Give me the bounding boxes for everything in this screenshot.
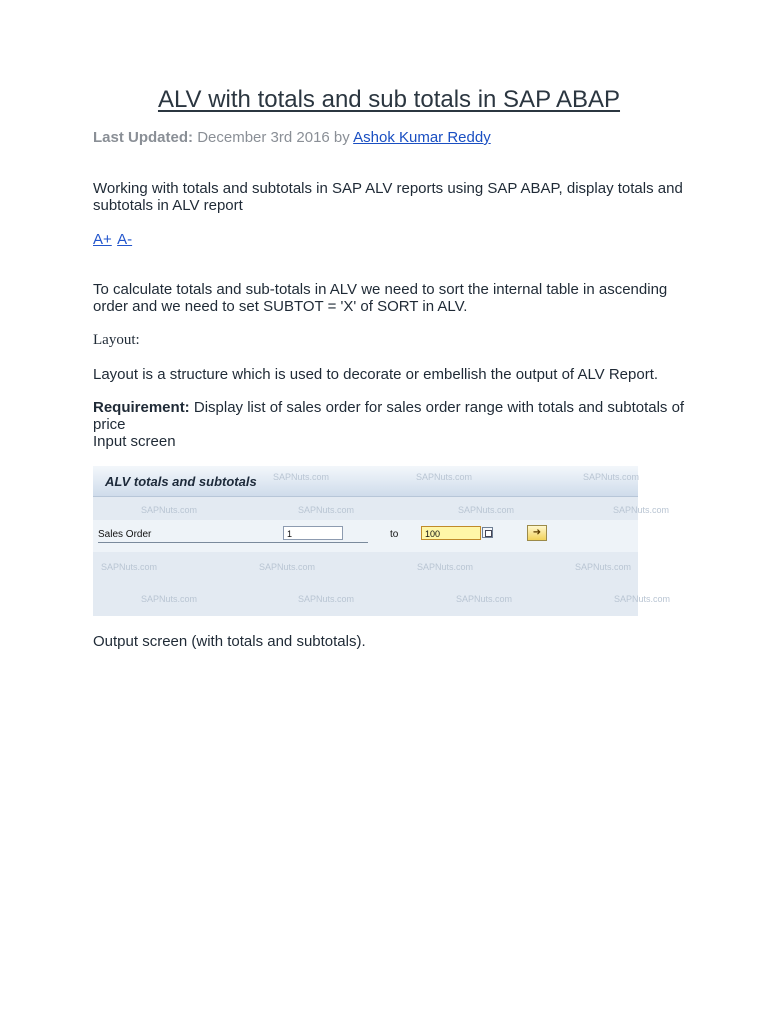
intro-paragraph: Working with totals and subtotals in SAP ALV reports using SAP ABAP, display totals and subtotals in ALV report [93,180,683,214]
sales-order-high-input[interactable]: 100 [421,526,481,540]
sap-screen-title: ALV totals and subtotals [105,474,257,489]
watermark: SAPNuts.com [417,562,474,572]
watermark: SAPNuts.com [141,505,198,515]
watermark: SAPNuts.com [298,505,355,515]
field-underline [98,542,368,543]
execute-arrow-icon[interactable]: ➜ [527,525,547,541]
calc-paragraph: To calculate totals and sub-totals in ALV we need to sort the internal table in ascending order and we need to set SUBTOT = 'X' of SORT in ALV. [93,281,668,315]
requirement-paragraph [93,399,693,450]
watermark: SAPNuts.com [273,472,330,482]
font-size-controls [93,231,693,248]
watermark: SAPNuts.com [456,594,513,604]
requirement-text: Display list of sales order for sales order range with totals and subtotals of price [93,399,685,433]
watermark: SAPNuts.com [583,472,640,482]
sap-selection-row [93,520,638,552]
author-link[interactable]: Ashok Kumar Reddy [353,129,491,146]
font-increase-link[interactable]: A+ [93,231,112,248]
watermark: SAPNuts.com [141,594,198,604]
watermark: SAPNuts.com [613,505,670,515]
watermark: SAPNuts.com [416,472,473,482]
watermark: SAPNuts.com [259,562,316,572]
watermark: SAPNuts.com [458,505,515,515]
to-label: to [390,529,399,540]
multiple-selection-icon[interactable] [482,527,493,538]
article-meta [93,129,491,146]
watermark: SAPNuts.com [575,562,632,572]
output-screen-label: Output screen (with totals and subtotals). [93,633,366,650]
input-screen-label: Input screen [93,433,176,450]
requirement-label: Requirement: [93,399,190,416]
layout-heading: Layout: [93,332,140,348]
layout-paragraph: Layout is a structure which is used to decorate or embellish the output of ALV Report. [93,366,659,383]
sap-selection-screen-image [93,466,671,616]
sap-title-bar [93,466,638,497]
watermark: SAPNuts.com [298,594,355,604]
font-decrease-link[interactable]: A- [117,231,133,248]
page-title: ALV with totals and sub totals in SAP ABAP [157,86,621,113]
sales-order-label: Sales Order [98,529,152,540]
last-updated-label: Last Updated: [93,129,194,146]
last-updated-value: December 3rd 2016 by [197,129,350,146]
watermark: SAPNuts.com [101,562,158,572]
sales-order-low-input[interactable]: 1 [283,526,343,540]
watermark: SAPNuts.com [614,594,671,604]
